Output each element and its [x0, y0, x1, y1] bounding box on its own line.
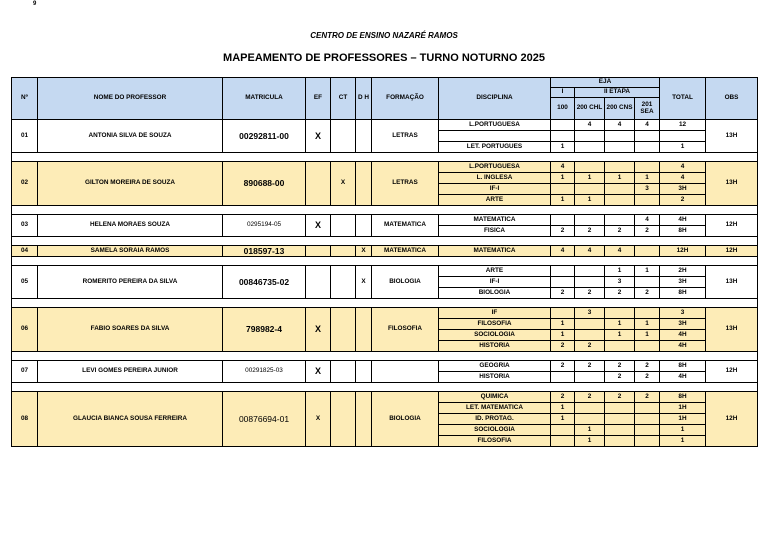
- cell-200-chl: 2: [575, 392, 605, 403]
- cell-total: 4: [660, 173, 706, 184]
- discipline-name: L.PORTUGUESA: [439, 120, 551, 131]
- teacher-obs: 13H: [706, 266, 758, 299]
- cell-200-cns: [605, 162, 635, 173]
- teacher-obs: 12H: [706, 246, 758, 257]
- cell-201-sea: [635, 341, 660, 352]
- teacher-formacao: BIOLOGIA: [372, 392, 439, 447]
- cell-total: 4H: [660, 330, 706, 341]
- cell-200-cns: [605, 414, 635, 425]
- header-200-cns: 200 CNS: [605, 98, 635, 120]
- cell-200-cns: 1: [605, 319, 635, 330]
- teacher-dh: [356, 308, 372, 352]
- cell-100: 1: [551, 414, 575, 425]
- teacher-ct: [331, 392, 356, 447]
- cell-200-chl: [575, 215, 605, 226]
- cell-200-cns: 2: [605, 392, 635, 403]
- cell-100: 2: [551, 288, 575, 299]
- cell-100: 4: [551, 162, 575, 173]
- row-separator: [12, 352, 758, 361]
- teacher-dh: [356, 361, 372, 383]
- cell-100: 2: [551, 392, 575, 403]
- row-separator: [12, 383, 758, 392]
- cell-201-sea: [635, 195, 660, 206]
- row-separator: [12, 299, 758, 308]
- cell-total: 3H: [660, 184, 706, 195]
- cell-100: [551, 277, 575, 288]
- cell-200-cns: [605, 215, 635, 226]
- teacher-matricula: 0295194-05: [223, 215, 306, 237]
- cell-total: 3H: [660, 277, 706, 288]
- header-ef: EF: [306, 78, 331, 120]
- cell-total: 4H: [660, 215, 706, 226]
- teacher-name: GILTON MOREIRA DE SOUZA: [38, 162, 223, 206]
- cell-200-cns: [605, 142, 635, 153]
- cell-total: 2H: [660, 266, 706, 277]
- cell-200-cns: 2: [605, 372, 635, 383]
- teacher-ef: [306, 162, 331, 206]
- cell-100: 4: [551, 246, 575, 257]
- cell-100: 2: [551, 226, 575, 237]
- cell-total: 1: [660, 436, 706, 447]
- teacher-name: ROMERITO PEREIRA DA SILVA: [38, 266, 223, 299]
- teacher-ef: X: [306, 361, 331, 383]
- cell-total: 8H: [660, 392, 706, 403]
- cell-200-chl: [575, 131, 605, 142]
- page-number: 9: [33, 1, 37, 7]
- cell-201-sea: [635, 403, 660, 414]
- cell-200-cns: [605, 425, 635, 436]
- teacher-number: 07: [12, 361, 38, 383]
- teacher-ef: X: [306, 392, 331, 447]
- header-formacao: FORMAÇÃO: [372, 78, 439, 120]
- cell-total: 8H: [660, 288, 706, 299]
- teacher-number: 02: [12, 162, 38, 206]
- discipline-name: FISICA: [439, 226, 551, 237]
- discipline-name: L. INGLESA: [439, 173, 551, 184]
- discipline-name: MATEMATICA: [439, 215, 551, 226]
- cell-200-cns: 2: [605, 226, 635, 237]
- header-etapa-i: I: [551, 88, 575, 98]
- cell-201-sea: 2: [635, 372, 660, 383]
- discipline-name: [439, 131, 551, 142]
- header-ct: CT: [331, 78, 356, 120]
- cell-100: 1: [551, 403, 575, 414]
- cell-201-sea: 4: [635, 120, 660, 131]
- header-matricula: MATRICULA: [223, 78, 306, 120]
- cell-200-cns: [605, 195, 635, 206]
- teacher-ef: X: [306, 215, 331, 237]
- cell-201-sea: [635, 425, 660, 436]
- cell-total: 1: [660, 142, 706, 153]
- teacher-ct: [331, 308, 356, 352]
- cell-201-sea: 2: [635, 288, 660, 299]
- cell-200-chl: 1: [575, 195, 605, 206]
- cell-total: 12: [660, 120, 706, 131]
- cell-200-chl: [575, 330, 605, 341]
- cell-total: 3H: [660, 319, 706, 330]
- cell-100: [551, 131, 575, 142]
- row-separator: [12, 257, 758, 266]
- cell-201-sea: [635, 131, 660, 142]
- cell-200-cns: [605, 436, 635, 447]
- teacher-name: ANTONIA SILVA DE SOUZA: [38, 120, 223, 153]
- teacher-formacao: [372, 361, 439, 383]
- header-100: 100: [551, 98, 575, 120]
- cell-200-cns: 1: [605, 330, 635, 341]
- table-row: [12, 120, 758, 131]
- header-num: Nº: [12, 78, 38, 120]
- teacher-name: FABIO SOARES DA SILVA: [38, 308, 223, 352]
- teacher-number: 03: [12, 215, 38, 237]
- teacher-ct: [331, 120, 356, 153]
- cell-200-chl: [575, 403, 605, 414]
- teacher-matricula: 00846735-02: [223, 266, 306, 299]
- teacher-dh: [356, 215, 372, 237]
- cell-total: 12H: [660, 246, 706, 257]
- cell-200-cns: [605, 308, 635, 319]
- teacher-name: LEVI GOMES PEREIRA JUNIOR: [38, 361, 223, 383]
- teacher-ef: X: [306, 308, 331, 352]
- separator-cell: [12, 153, 758, 162]
- page-title: MAPEAMENTO DE PROFESSORES – TURNO NOTURNO 2025: [223, 52, 545, 64]
- table-row: [12, 246, 758, 257]
- teacher-ef: [306, 266, 331, 299]
- discipline-name: LET. PORTUGUES: [439, 142, 551, 153]
- cell-200-chl: [575, 266, 605, 277]
- cell-100: 1: [551, 330, 575, 341]
- cell-total: [660, 131, 706, 142]
- cell-200-cns: [605, 131, 635, 142]
- teacher-mapping-table: [11, 77, 758, 447]
- cell-total: 4: [660, 162, 706, 173]
- cell-100: [551, 308, 575, 319]
- header-total: TOTAL: [660, 78, 706, 120]
- teacher-matricula: 00291825-03: [223, 361, 306, 383]
- cell-total: 8H: [660, 361, 706, 372]
- teacher-dh: [356, 120, 372, 153]
- header-nome: NOME DO PROFESSOR: [38, 78, 223, 120]
- teacher-number: 06: [12, 308, 38, 352]
- discipline-name: SOCIOLOGIA: [439, 330, 551, 341]
- cell-100: 1: [551, 195, 575, 206]
- cell-200-chl: 4: [575, 120, 605, 131]
- teacher-dh: [356, 392, 372, 447]
- discipline-name: L.PORTUGUESA: [439, 162, 551, 173]
- discipline-name: ID. PROTAG.: [439, 414, 551, 425]
- table-row: [12, 162, 758, 173]
- header-201-sea: 201 SEA: [635, 98, 660, 120]
- discipline-name: ARTE: [439, 266, 551, 277]
- teacher-number: 05: [12, 266, 38, 299]
- cell-200-chl: 1: [575, 425, 605, 436]
- cell-100: 1: [551, 319, 575, 330]
- header-etapa-ii: II ETAPA: [575, 88, 660, 98]
- header-disciplina: DISCIPLINA: [439, 78, 551, 120]
- teacher-formacao: MATEMATICA: [372, 246, 439, 257]
- cell-200-chl: 2: [575, 226, 605, 237]
- separator-cell: [12, 299, 758, 308]
- teacher-number: 01: [12, 120, 38, 153]
- discipline-name: FILOSOFIA: [439, 319, 551, 330]
- school-name: CENTRO DE ENSINO NAZARÉ RAMOS: [310, 31, 458, 40]
- discipline-name: IF-I: [439, 277, 551, 288]
- teacher-obs: 12H: [706, 392, 758, 447]
- cell-100: [551, 266, 575, 277]
- teacher-ct: [331, 246, 356, 257]
- cell-201-sea: 1: [635, 319, 660, 330]
- teacher-matricula: 00292811-00: [223, 120, 306, 153]
- teacher-name: SAMELA SORAIA RAMOS: [38, 246, 223, 257]
- cell-total: 8H: [660, 226, 706, 237]
- cell-200-cns: 3: [605, 277, 635, 288]
- cell-201-sea: [635, 162, 660, 173]
- teacher-ct: X: [331, 162, 356, 206]
- cell-100: [551, 372, 575, 383]
- cell-200-chl: 2: [575, 361, 605, 372]
- teacher-matricula: 890688-00: [223, 162, 306, 206]
- cell-100: 2: [551, 341, 575, 352]
- discipline-name: IF: [439, 308, 551, 319]
- cell-201-sea: 3: [635, 184, 660, 195]
- cell-100: [551, 425, 575, 436]
- cell-201-sea: 1: [635, 266, 660, 277]
- teacher-ef: X: [306, 120, 331, 153]
- cell-total: 3: [660, 308, 706, 319]
- teacher-formacao: MATEMATICA: [372, 215, 439, 237]
- cell-200-cns: [605, 403, 635, 414]
- cell-200-chl: [575, 414, 605, 425]
- separator-cell: [12, 206, 758, 215]
- teacher-dh: X: [356, 266, 372, 299]
- discipline-name: FILOSOFIA: [439, 436, 551, 447]
- teacher-matricula: 00876694-01: [223, 392, 306, 447]
- cell-200-chl: 2: [575, 341, 605, 352]
- teacher-obs: 13H: [706, 308, 758, 352]
- cell-total: 1: [660, 425, 706, 436]
- cell-201-sea: 2: [635, 226, 660, 237]
- teacher-dh: [356, 162, 372, 206]
- cell-201-sea: 2: [635, 392, 660, 403]
- cell-200-chl: 2: [575, 288, 605, 299]
- teacher-formacao: LETRAS: [372, 162, 439, 206]
- teacher-formacao: FILOSOFIA: [372, 308, 439, 352]
- cell-total: 4H: [660, 341, 706, 352]
- discipline-name: GEOGRIA: [439, 361, 551, 372]
- cell-200-cns: 1: [605, 266, 635, 277]
- cell-200-cns: 4: [605, 120, 635, 131]
- separator-cell: [12, 352, 758, 361]
- header-200-chl: 200 CHL: [575, 98, 605, 120]
- cell-200-cns: 2: [605, 361, 635, 372]
- cell-201-sea: [635, 277, 660, 288]
- cell-200-chl: 3: [575, 308, 605, 319]
- cell-100: [551, 120, 575, 131]
- teacher-obs: 13H: [706, 120, 758, 153]
- cell-100: 2: [551, 361, 575, 372]
- header-eja: EJA: [551, 78, 660, 88]
- teacher-formacao: LETRAS: [372, 120, 439, 153]
- discipline-name: QUIMICA: [439, 392, 551, 403]
- cell-201-sea: 2: [635, 361, 660, 372]
- cell-100: 1: [551, 142, 575, 153]
- discipline-name: HISTORIA: [439, 372, 551, 383]
- teacher-ct: [331, 361, 356, 383]
- teacher-obs: 13H: [706, 162, 758, 206]
- teacher-name: GLAUCIA BIANCA SOUSA FERREIRA: [38, 392, 223, 447]
- teacher-ef: [306, 246, 331, 257]
- cell-200-cns: 2: [605, 288, 635, 299]
- cell-100: [551, 215, 575, 226]
- cell-200-cns: 4: [605, 246, 635, 257]
- teacher-ct: [331, 266, 356, 299]
- cell-100: [551, 436, 575, 447]
- teacher-formacao: BIOLOGIA: [372, 266, 439, 299]
- cell-200-chl: 1: [575, 436, 605, 447]
- discipline-name: ARTE: [439, 195, 551, 206]
- table-row: [12, 361, 758, 372]
- cell-201-sea: [635, 142, 660, 153]
- cell-201-sea: 4: [635, 215, 660, 226]
- discipline-name: LET. MATEMATICA: [439, 403, 551, 414]
- discipline-name: HISTORIA: [439, 341, 551, 352]
- table-row: [12, 266, 758, 277]
- cell-100: [551, 184, 575, 195]
- cell-201-sea: [635, 246, 660, 257]
- cell-200-chl: [575, 162, 605, 173]
- cell-200-chl: [575, 184, 605, 195]
- cell-total: 1H: [660, 403, 706, 414]
- separator-cell: [12, 383, 758, 392]
- cell-200-chl: [575, 142, 605, 153]
- discipline-name: IF-I: [439, 184, 551, 195]
- teacher-number: 04: [12, 246, 38, 257]
- cell-201-sea: [635, 436, 660, 447]
- table-row: [12, 308, 758, 319]
- cell-200-chl: 4: [575, 246, 605, 257]
- discipline-name: BIOLOGIA: [439, 288, 551, 299]
- teacher-ct: [331, 215, 356, 237]
- separator-cell: [12, 237, 758, 246]
- cell-200-chl: [575, 372, 605, 383]
- cell-200-chl: 1: [575, 173, 605, 184]
- cell-201-sea: [635, 308, 660, 319]
- teacher-obs: 12H: [706, 215, 758, 237]
- cell-200-chl: [575, 277, 605, 288]
- cell-total: 2: [660, 195, 706, 206]
- teacher-name: HELENA MORAES SOUZA: [38, 215, 223, 237]
- cell-total: 4H: [660, 372, 706, 383]
- teacher-matricula: 798982-4: [223, 308, 306, 352]
- teacher-matricula: 018597-13: [223, 246, 306, 257]
- row-separator: [12, 237, 758, 246]
- teacher-obs: 12H: [706, 361, 758, 383]
- cell-200-cns: [605, 341, 635, 352]
- cell-100: 1: [551, 173, 575, 184]
- table-row: [12, 392, 758, 403]
- separator-cell: [12, 257, 758, 266]
- cell-200-cns: 1: [605, 173, 635, 184]
- cell-total: 1H: [660, 414, 706, 425]
- teacher-dh: X: [356, 246, 372, 257]
- table-body: [12, 120, 758, 447]
- header-obs: OBS: [706, 78, 758, 120]
- cell-201-sea: 1: [635, 330, 660, 341]
- row-separator: [12, 153, 758, 162]
- cell-200-chl: [575, 319, 605, 330]
- discipline-name: SOCIOLOGIA: [439, 425, 551, 436]
- cell-201-sea: [635, 414, 660, 425]
- cell-201-sea: 1: [635, 173, 660, 184]
- teacher-number: 08: [12, 392, 38, 447]
- discipline-name: MATEMATICA: [439, 246, 551, 257]
- table-row: [12, 215, 758, 226]
- cell-200-cns: [605, 184, 635, 195]
- header-dh: D H: [356, 78, 372, 120]
- row-separator: [12, 206, 758, 215]
